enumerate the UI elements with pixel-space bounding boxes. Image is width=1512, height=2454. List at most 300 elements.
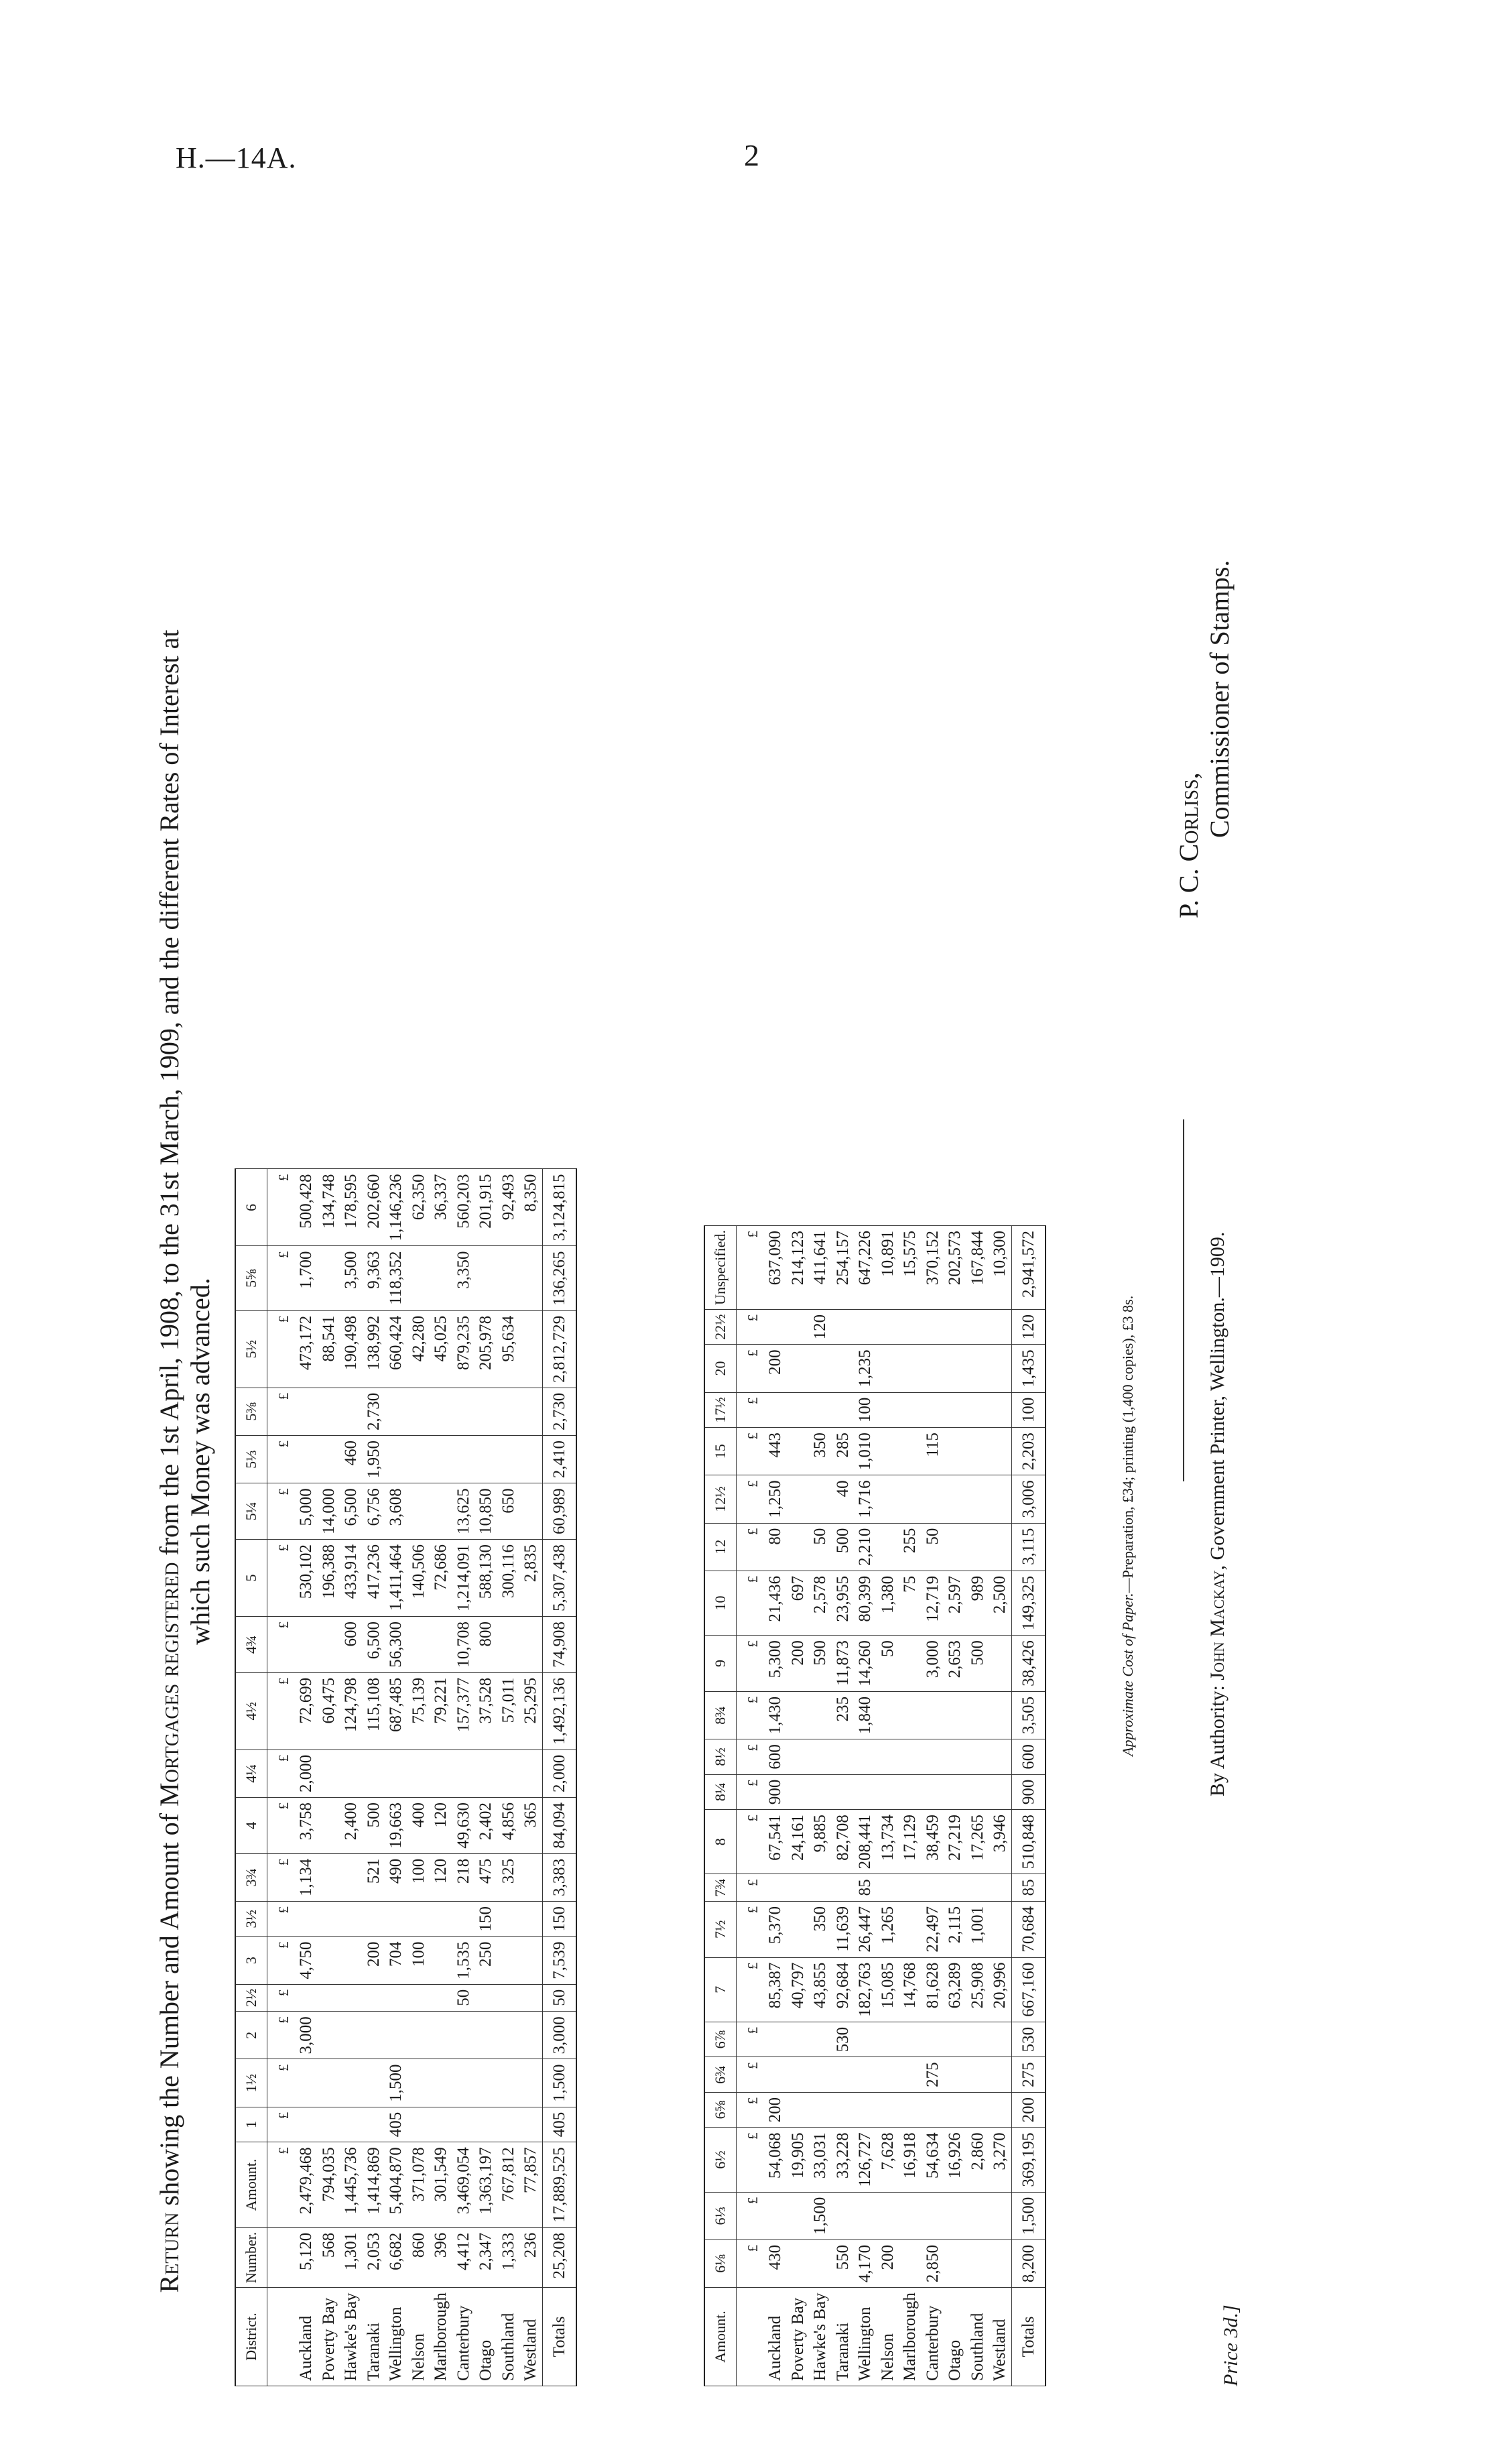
column-header: 1: [235, 2107, 267, 2142]
table-cell: 2,500: [989, 1571, 1011, 1635]
table-cell: [922, 2192, 944, 2240]
table-cell: 200: [787, 1636, 810, 1692]
return-title: [154, 523, 216, 2400]
table-cell: [519, 2059, 542, 2107]
table-cell: [452, 1750, 475, 1797]
table-cell: 19,905: [787, 2128, 810, 2192]
table-row: [877, 1226, 899, 2386]
table-cell: [363, 2059, 385, 2107]
table-cell: 443: [764, 1428, 787, 1475]
table-cell: [899, 1392, 922, 1428]
table-cell: [966, 2057, 989, 2093]
totals-row: [542, 1169, 576, 2386]
district-name: Southland: [966, 2288, 989, 2386]
table-cell: [385, 1984, 407, 2012]
table-row: [340, 1169, 363, 2386]
total-cell: 510,848: [1011, 1810, 1046, 1874]
table-cell: 95,634: [497, 1310, 520, 1388]
table-cell: 794,035: [318, 2142, 340, 2228]
table-cell: 1,430: [764, 1691, 787, 1739]
currency-symbol: £: [267, 1937, 295, 1984]
totals-label: Totals: [1011, 2288, 1046, 2386]
mortgages-rates-table-1: [235, 1168, 577, 2386]
table-cell: 57,011: [497, 1672, 520, 1750]
table-cell: [318, 2107, 340, 2142]
table-cell: [318, 1246, 340, 1310]
total-cell: 150: [542, 1901, 576, 1937]
table-row: [295, 1169, 318, 2386]
district-name: Poverty Bay: [318, 2288, 340, 2386]
table-cell: 10,708: [452, 1616, 475, 1672]
table-cell: 42,280: [407, 1310, 430, 1388]
table-cell: 2,730: [363, 1388, 385, 1435]
table-row: [497, 1169, 520, 2386]
table-cell: [385, 1388, 407, 1435]
table-cell: 17,265: [966, 1810, 989, 1874]
column-header: 6½: [704, 2128, 736, 2192]
table-cell: [430, 1750, 452, 1797]
table-cell: 1,301: [340, 2227, 363, 2287]
table-cell: 3,758: [295, 1797, 318, 1853]
table-cell: [944, 2022, 966, 2057]
table-cell: [922, 1874, 944, 1902]
currency-symbol: £: [267, 2107, 295, 2142]
table-cell: [944, 1523, 966, 1571]
currency-symbol: £: [267, 1750, 295, 1797]
table-cell: [989, 1475, 1011, 1523]
table-cell: 178,595: [340, 1169, 363, 1246]
table-cell: [809, 2240, 832, 2287]
divider-rule: [1183, 1119, 1184, 1481]
currency-symbol: £: [267, 1483, 295, 1540]
table-cell: [966, 1874, 989, 1902]
table-cell: 115: [922, 1428, 944, 1475]
table-cell: [832, 1309, 855, 1345]
column-header: 6⅛: [704, 2240, 736, 2287]
table-cell: [899, 1345, 922, 1392]
table-cell: [922, 1392, 944, 1428]
table-cell: [787, 1428, 810, 1475]
table-cell: 50: [877, 1636, 899, 1692]
district-name: Hawke's Bay: [809, 2288, 832, 2386]
table-cell: 115,108: [363, 1672, 385, 1750]
district-name: Wellington: [385, 2288, 407, 2386]
table-cell: [318, 1984, 340, 2012]
table-cell: 500,428: [295, 1169, 318, 1246]
currency-symbol: £: [736, 2128, 764, 2192]
column-header: 2½: [235, 1984, 267, 2012]
table-cell: [877, 1874, 899, 1902]
total-cell: 900: [1011, 1774, 1046, 1810]
table-cell: 325: [497, 1853, 520, 1901]
column-header: 15: [704, 1428, 736, 1475]
table-cell: 21,436: [764, 1571, 787, 1635]
table-cell: 33,228: [832, 2128, 855, 2192]
table-cell: [966, 2240, 989, 2287]
table-cell: [363, 1901, 385, 1937]
table-cell: 202,660: [363, 1169, 385, 1246]
table-cell: 14,768: [899, 1957, 922, 2022]
table-cell: [787, 1874, 810, 1902]
table-cell: [318, 1937, 340, 1984]
currency-symbol: £: [267, 1310, 295, 1388]
table-cell: [787, 1774, 810, 1810]
total-cell: 7,539: [542, 1937, 576, 1984]
table-cell: 100: [854, 1392, 877, 1428]
table-cell: [363, 2107, 385, 2142]
table-cell: 3,946: [989, 1810, 1011, 1874]
table-cell: [318, 1901, 340, 1937]
table-cell: [475, 1435, 497, 1483]
table-cell: 637,090: [764, 1226, 787, 1310]
total-cell: 25,208: [542, 2227, 576, 2287]
table-cell: 879,235: [452, 1310, 475, 1388]
table-cell: [922, 1774, 944, 1810]
table-cell: [787, 2192, 810, 2240]
currency-symbol: £: [267, 1169, 295, 1246]
table-cell: [854, 2022, 877, 2057]
table-cell: [832, 1874, 855, 1902]
table-cell: 25,295: [519, 1672, 542, 1750]
table-cell: [787, 2092, 810, 2128]
table-cell: [497, 1984, 520, 2012]
table-cell: [944, 1428, 966, 1475]
table-cell: 365: [519, 1797, 542, 1853]
column-header: 20: [704, 1345, 736, 1392]
table-cell: 4,750: [295, 1937, 318, 1984]
table-cell: [877, 1691, 899, 1739]
table-row: [385, 1169, 407, 2386]
table-cell: 92,684: [832, 1957, 855, 2022]
table-cell: [430, 1901, 452, 1937]
table-cell: [989, 1345, 1011, 1392]
total-cell: 2,941,572: [1011, 1226, 1046, 1310]
table-cell: [966, 1739, 989, 1775]
total-cell: 600: [1011, 1739, 1046, 1775]
table-cell: 1,001: [966, 1901, 989, 1957]
table-cell: 1,363,197: [475, 2142, 497, 2228]
table-cell: [318, 2059, 340, 2107]
table-cell: [340, 1388, 363, 1435]
table-cell: 20,996: [989, 1957, 1011, 2022]
table-cell: 1,380: [877, 1571, 899, 1635]
table-cell: 1,250: [764, 1475, 787, 1523]
table-cell: [430, 2012, 452, 2059]
table-cell: [475, 2107, 497, 2142]
currency-symbol: £: [736, 1901, 764, 1957]
table-cell: 350: [809, 1428, 832, 1475]
table-cell: [407, 1483, 430, 1540]
table-cell: 460: [340, 1435, 363, 1483]
table-cell: 3,000: [922, 1636, 944, 1692]
table-cell: [318, 1388, 340, 1435]
table-cell: [363, 1750, 385, 1797]
table-cell: 11,639: [832, 1901, 855, 1957]
table-cell: 2,578: [809, 1571, 832, 1635]
district-name: Hawke's Bay: [340, 2288, 363, 2386]
total-cell: 2,812,729: [542, 1310, 576, 1388]
table-cell: [318, 1797, 340, 1853]
table-cell: 3,608: [385, 1483, 407, 1540]
table-cell: [922, 1691, 944, 1739]
table-cell: 85,387: [764, 1957, 787, 2022]
table-cell: 1,500: [385, 2059, 407, 2107]
table-cell: [430, 1984, 452, 2012]
table-cell: [340, 1901, 363, 1937]
table-cell: 201,915: [475, 1169, 497, 1246]
table-cell: 500: [832, 1523, 855, 1571]
table-cell: 2,402: [475, 1797, 497, 1853]
table-cell: 75,139: [407, 1672, 430, 1750]
column-header: Amount.: [704, 2288, 736, 2386]
table-cell: [475, 1984, 497, 2012]
column-header: 8½: [704, 1739, 736, 1775]
table-cell: [764, 2192, 787, 2240]
table-row: [989, 1226, 1011, 2386]
landscape-content: [154, 188, 1260, 2400]
table-cell: [452, 1435, 475, 1483]
table-cell: [407, 1246, 430, 1310]
table-cell: [407, 2107, 430, 2142]
table-cell: [430, 1937, 452, 1984]
table-cell: [519, 2107, 542, 2142]
table-cell: [363, 1984, 385, 2012]
table-cell: [966, 1475, 989, 1523]
district-name: Auckland: [764, 2288, 787, 2386]
table-cell: 371,078: [407, 2142, 430, 2228]
column-header: 6⅞: [704, 2022, 736, 2057]
total-cell: 2,000: [542, 1750, 576, 1797]
table-cell: [877, 1428, 899, 1475]
table-cell: 134,748: [318, 1169, 340, 1246]
district-name: Marlborough: [899, 2288, 922, 2386]
table-cell: 200: [764, 2092, 787, 2128]
currency-symbol: £: [267, 1539, 295, 1616]
table-cell: [519, 1901, 542, 1937]
table-cell: 500: [966, 1636, 989, 1692]
table-row: [318, 1169, 340, 2386]
column-header: 5⅝: [235, 1246, 267, 1310]
table-cell: 13,734: [877, 1810, 899, 1874]
table-row: [922, 1226, 944, 2386]
district-name: Taranaki: [363, 2288, 385, 2386]
table-cell: [519, 1435, 542, 1483]
table-cell: [877, 2057, 899, 2093]
total-cell: 84,094: [542, 1797, 576, 1853]
totals-label: Totals: [542, 2288, 576, 2386]
table-cell: [899, 2192, 922, 2240]
table-cell: [340, 1984, 363, 2012]
table-cell: [899, 1901, 922, 1957]
district-name: Auckland: [295, 2288, 318, 2386]
total-cell: 667,160: [1011, 1957, 1046, 2022]
table-cell: 550: [832, 2240, 855, 2287]
district-name: Marlborough: [430, 2288, 452, 2386]
title-line-2: which such Money was advanced.: [185, 1278, 215, 1645]
total-cell: 38,426: [1011, 1636, 1046, 1692]
currency-symbol: £: [736, 1523, 764, 1571]
district-name: Otago: [475, 2288, 497, 2386]
column-header: 3½: [235, 1901, 267, 1937]
table-cell: [989, 1636, 1011, 1692]
table-cell: [899, 1739, 922, 1775]
table-cell: [989, 1874, 1011, 1902]
table-cell: [944, 1392, 966, 1428]
table-cell: 27,219: [944, 1810, 966, 1874]
district-name: Nelson: [407, 2288, 430, 2386]
currency-symbol: £: [267, 1901, 295, 1937]
table-cell: [519, 1483, 542, 1540]
currency-symbol: £: [736, 1874, 764, 1902]
table-cell: 2,860: [966, 2128, 989, 2192]
table-cell: 2,000: [295, 1750, 318, 1797]
table-cell: 124,798: [340, 1672, 363, 1750]
table-cell: 49,630: [452, 1797, 475, 1853]
table-cell: [899, 2022, 922, 2057]
table-cell: 33,031: [809, 2128, 832, 2192]
table-cell: 100: [407, 1853, 430, 1901]
signatory-name: P. C. Corliss,: [1174, 772, 1204, 918]
total-cell: 3,115: [1011, 1523, 1046, 1571]
table-cell: 60,475: [318, 1672, 340, 1750]
table-cell: [809, 1774, 832, 1810]
table-cell: 600: [764, 1739, 787, 1775]
total-cell: 405: [542, 2107, 576, 2142]
column-header: 12: [704, 1523, 736, 1571]
page-number: 2: [744, 138, 759, 172]
table-cell: [787, 2057, 810, 2093]
table-cell: 15,575: [899, 1226, 922, 1310]
total-cell: 70,684: [1011, 1901, 1046, 1957]
table-cell: [519, 1937, 542, 1984]
printer-imprint: By Authority: John Mackay, Government Printer, Wellington.—1909.: [1206, 1231, 1228, 1796]
table-cell: 1,414,869: [363, 2142, 385, 2228]
table-cell: [944, 2057, 966, 2093]
table-cell: [854, 2092, 877, 2128]
table-cell: 10,300: [989, 1226, 1011, 1310]
total-cell: 85: [1011, 1874, 1046, 1902]
total-cell: 275: [1011, 2057, 1046, 2093]
table-cell: 650: [497, 1483, 520, 1540]
table-cell: 1,333: [497, 2227, 520, 2287]
table-cell: 3,500: [340, 1246, 363, 1310]
table-cell: 473,172: [295, 1310, 318, 1388]
table-cell: [764, 1874, 787, 1902]
table-row: [430, 1169, 452, 2386]
table-cell: 22,497: [922, 1901, 944, 1957]
table-cell: [989, 2022, 1011, 2057]
total-cell: 1,435: [1011, 1345, 1046, 1392]
table-cell: 218: [452, 1853, 475, 1901]
table-cell: [877, 1392, 899, 1428]
column-header: Number.: [235, 2227, 267, 2287]
table-cell: 7,628: [877, 2128, 899, 2192]
table-cell: [430, 1246, 452, 1310]
table-cell: [966, 1774, 989, 1810]
table-row: [475, 1169, 497, 2386]
column-header: 5¼: [235, 1483, 267, 1540]
column-header: 5⅓: [235, 1435, 267, 1483]
table-cell: [832, 1345, 855, 1392]
table-cell: [519, 1750, 542, 1797]
table-cell: [497, 1750, 520, 1797]
table-cell: [989, 2192, 1011, 2240]
table-cell: 75: [899, 1571, 922, 1635]
currency-symbol: £: [736, 1810, 764, 1874]
table-cell: [922, 1345, 944, 1392]
table-cell: 1,146,236: [385, 1169, 407, 1246]
table-cell: 200: [877, 2240, 899, 2287]
total-cell: 2,730: [542, 1388, 576, 1435]
table-cell: [922, 1739, 944, 1775]
table-cell: [832, 2057, 855, 2093]
table-cell: [877, 1345, 899, 1392]
table-cell: 2,850: [922, 2240, 944, 2287]
table-cell: [787, 1739, 810, 1775]
column-header: 1½: [235, 2059, 267, 2107]
table-cell: [944, 1475, 966, 1523]
table-cell: 5,404,870: [385, 2142, 407, 2228]
table-cell: 50: [922, 1523, 944, 1571]
column-header: 7¾: [704, 1874, 736, 1902]
table-cell: 24,161: [787, 1810, 810, 1874]
table-row: [832, 1226, 855, 2386]
table-cell: [809, 2092, 832, 2128]
table-cell: [340, 2107, 363, 2142]
currency-symbol: £: [267, 1853, 295, 1901]
table-cell: 10,850: [475, 1483, 497, 1540]
table-cell: 63,289: [944, 1957, 966, 2022]
table-cell: [989, 1901, 1011, 1957]
table-cell: 11,873: [832, 1636, 855, 1692]
total-cell: 149,325: [1011, 1571, 1046, 1635]
table-cell: [944, 1345, 966, 1392]
table-cell: [787, 1901, 810, 1957]
table-cell: [989, 2240, 1011, 2287]
table-cell: 23,955: [832, 1571, 855, 1635]
currency-symbol: £: [736, 1571, 764, 1635]
table-cell: 5,000: [295, 1483, 318, 1540]
column-header: 7: [704, 1957, 736, 2022]
currency-row: [267, 1169, 295, 2386]
column-header: 8¼: [704, 1774, 736, 1810]
table-cell: [899, 1309, 922, 1345]
currency-symbol: £: [736, 1691, 764, 1739]
column-header: 8¾: [704, 1691, 736, 1739]
table-cell: [966, 1345, 989, 1392]
table-cell: 190,498: [340, 1310, 363, 1388]
table-cell: 800: [475, 1616, 497, 1672]
column-header: 4¾: [235, 1616, 267, 1672]
column-header: 2: [235, 2012, 267, 2059]
table-cell: 200: [363, 1937, 385, 1984]
table-cell: [430, 1388, 452, 1435]
table-cell: 4,856: [497, 1797, 520, 1853]
total-cell: 120: [1011, 1309, 1046, 1345]
table-cell: 490: [385, 1853, 407, 1901]
table-cell: 26,447: [854, 1901, 877, 1957]
table-cell: 196,388: [318, 1539, 340, 1616]
table-cell: 475: [475, 1853, 497, 1901]
table-cell: 50: [809, 1523, 832, 1571]
table-cell: 2,835: [519, 1539, 542, 1616]
table-cell: 1,716: [854, 1475, 877, 1523]
table-cell: [407, 2012, 430, 2059]
table-cell: 120: [809, 1309, 832, 1345]
table-cell: 430: [764, 2240, 787, 2287]
currency-symbol: £: [736, 1392, 764, 1428]
table-cell: [430, 2059, 452, 2107]
